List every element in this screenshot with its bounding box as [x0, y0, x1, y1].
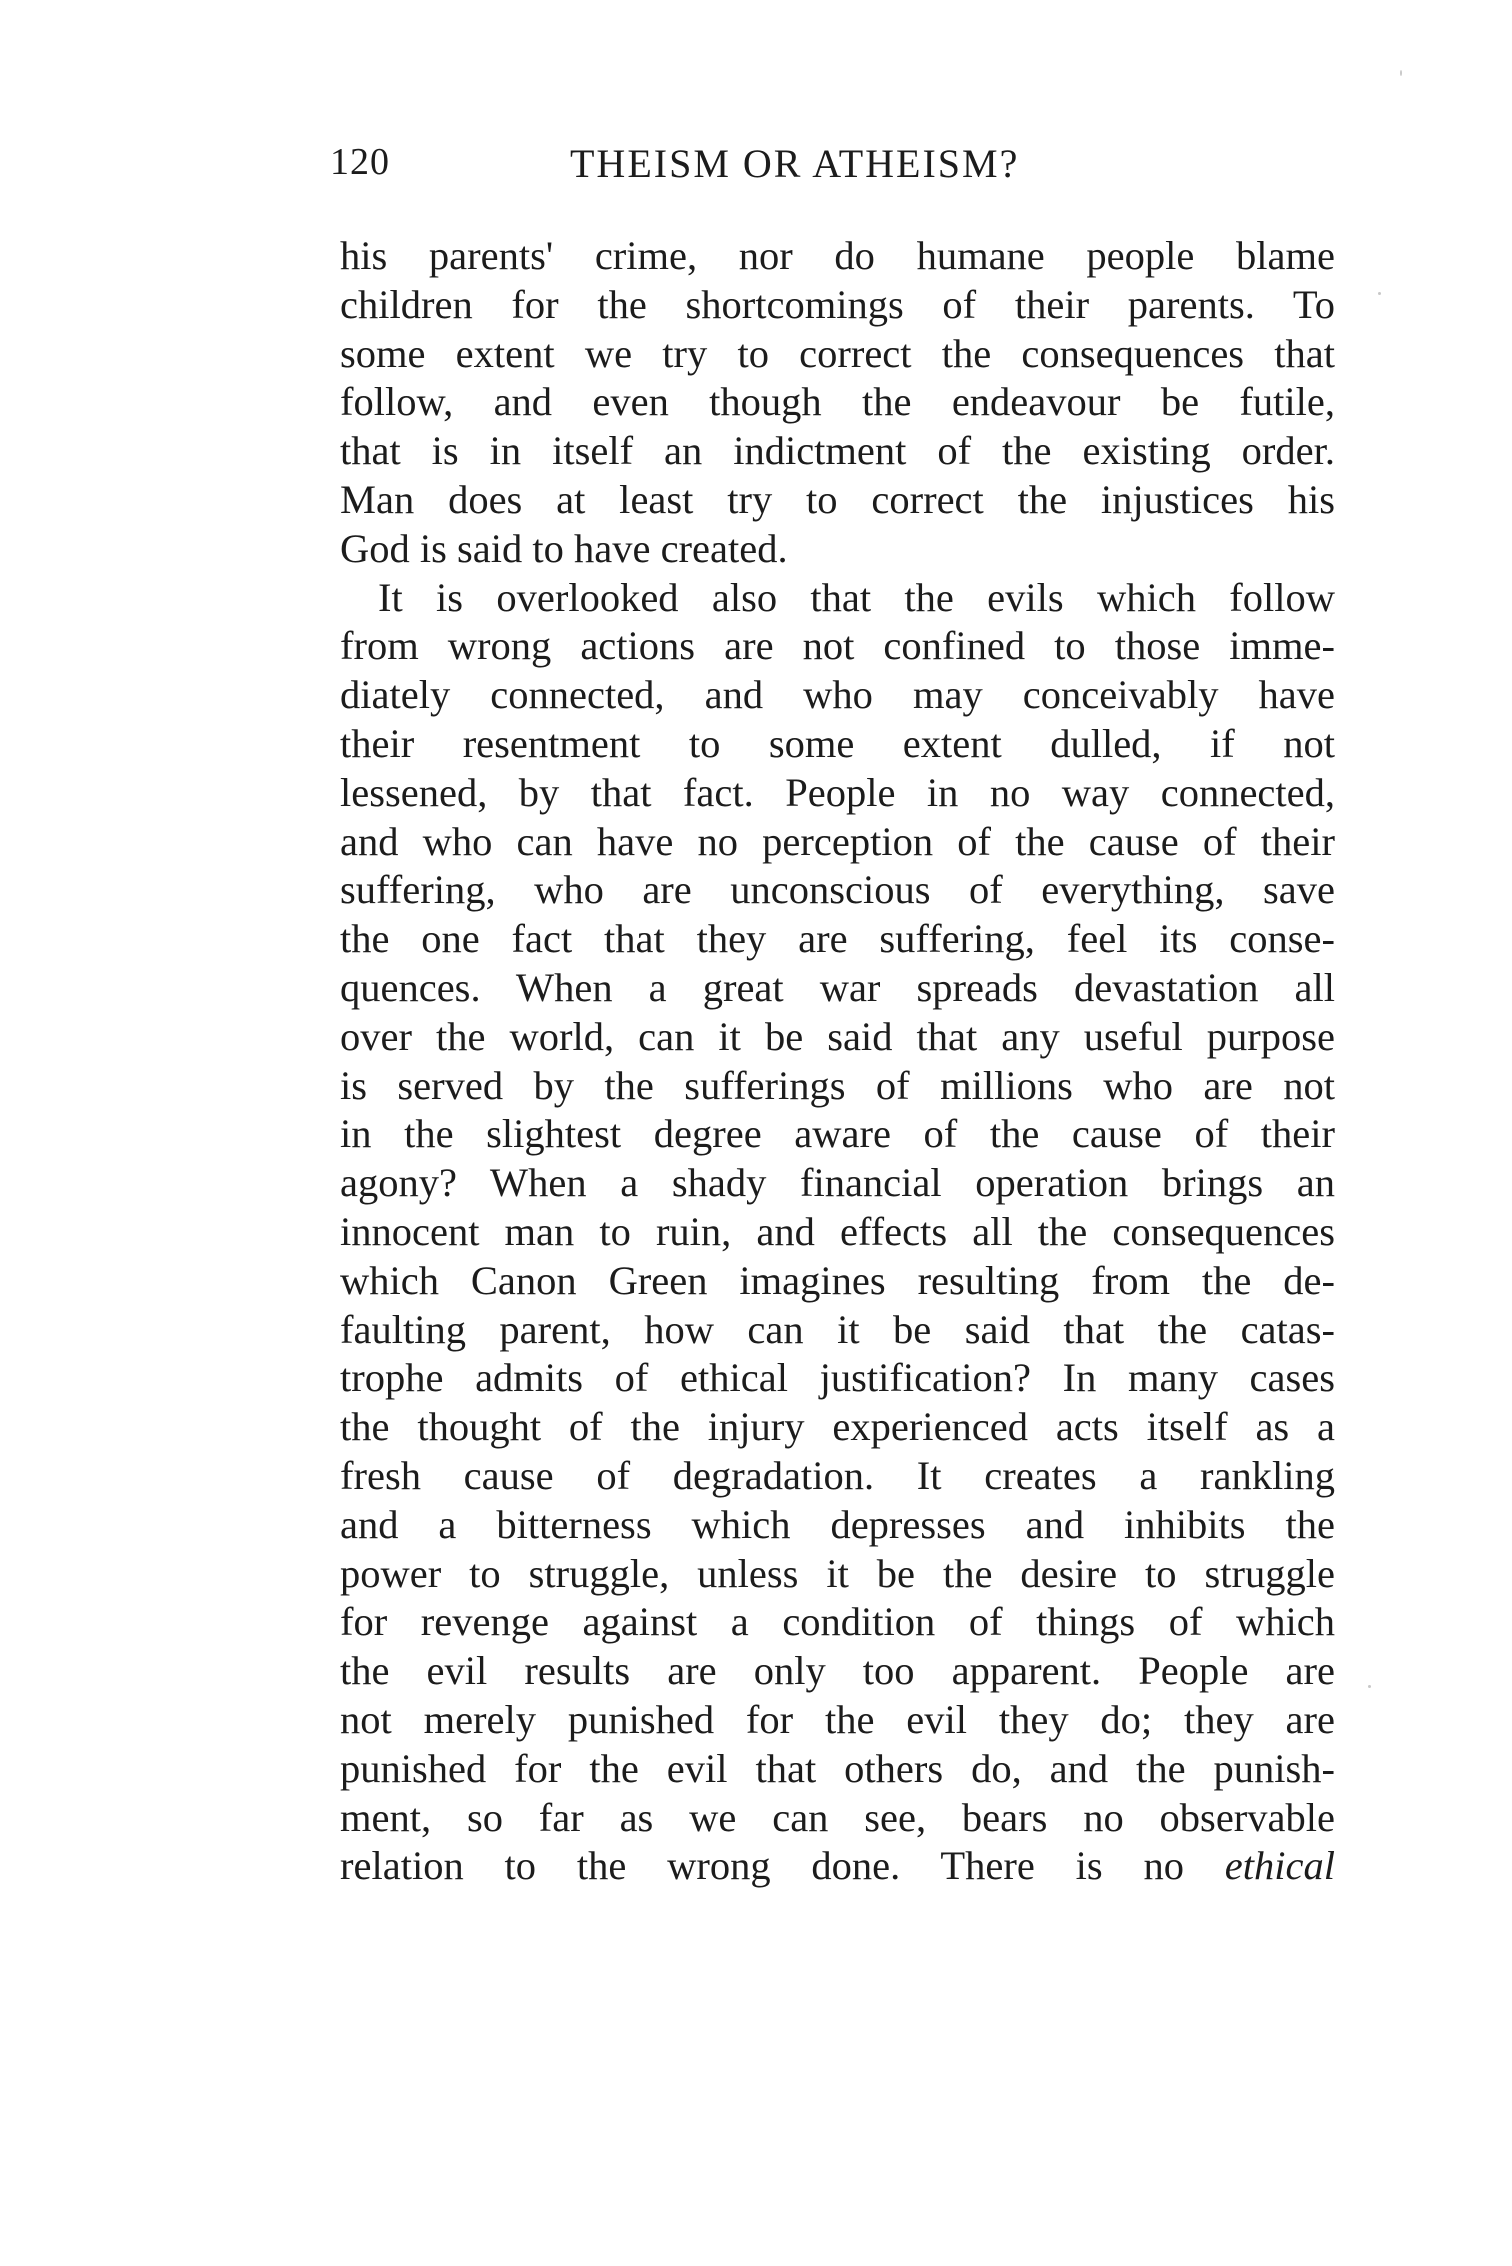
text-line: in the slightest degree aware of the cause of their: [340, 1111, 1335, 1157]
paragraph-1: [340, 232, 1335, 574]
text-line: agony? When a shady financial operation brings an: [340, 1160, 1335, 1206]
running-title: THEISM OR ATHEISM?: [570, 141, 1020, 186]
text-line: from wrong actions are not confined to those imme-: [340, 623, 1335, 669]
page-number: 120: [330, 141, 390, 183]
text-line: over the world, can it be said that any useful purpose: [340, 1013, 1335, 1059]
text-line: trophe admits of ethical justification? In many cases: [340, 1355, 1335, 1401]
text-line: is served by the sufferings of millions who are not: [340, 1062, 1335, 1108]
text-line: Man does at least try to correct the injustices his: [340, 476, 1335, 522]
text-line: suffering, who are unconscious of everything, save: [340, 867, 1335, 913]
body-text: [340, 232, 1335, 1891]
text-line: which Canon Green imagines resulting from the de-: [340, 1257, 1335, 1303]
final-line-text: relation to the wrong done. There is no: [340, 1843, 1184, 1889]
page-header: [330, 140, 1340, 200]
text-line: fresh cause of degradation. It creates a rankling: [340, 1452, 1335, 1498]
text-line: children for the shortcomings of their parents. To: [340, 281, 1335, 327]
text-line: It is overlooked also that the evils which follow: [378, 574, 1335, 620]
text-line: not merely punished for the evil they do; they are: [340, 1696, 1335, 1742]
text-line: that is in itself an indictment of the existing order.: [340, 428, 1335, 474]
text-line: and a bitterness which depresses and inhibits the: [340, 1501, 1335, 1547]
scan-speck: [1400, 70, 1402, 76]
text-line: some extent we try to correct the consequences that: [340, 330, 1335, 376]
text-line: punished for the evil that others do, and the punish-: [340, 1745, 1335, 1791]
text-line: lessened, by that fact. People in no way connected,: [340, 769, 1335, 815]
text-line: the thought of the injury experienced acts itself as a: [340, 1404, 1335, 1450]
scan-speck: [1368, 1685, 1371, 1688]
text-line: diately connected, and who may conceivably have: [340, 672, 1335, 718]
text-line: God is said to have created.: [340, 525, 788, 571]
text-line: ment, so far as we can see, bears no observable: [340, 1794, 1335, 1840]
text-line: innocent man to ruin, and effects all the consequences: [340, 1208, 1335, 1254]
text-line: their resentment to some extent dulled, if not: [340, 720, 1335, 766]
text-line: follow, and even though the endeavour be futile,: [340, 379, 1335, 425]
text-line: his parents' crime, nor do humane people blame: [340, 233, 1335, 278]
text-line: the one fact that they are suffering, feel its conse-: [340, 916, 1335, 962]
text-line: the evil results are only too apparent. People are: [340, 1648, 1335, 1694]
text-line: and who can have no perception of the cause of their: [340, 818, 1335, 864]
text-line-final: [340, 1842, 1335, 1891]
text-line: quences. When a great war spreads devastation all: [340, 964, 1335, 1010]
text-line: power to struggle, unless it be the desire to struggle: [340, 1550, 1335, 1596]
text-line: faulting parent, how can it be said that the catas-: [340, 1306, 1335, 1352]
italic-word: ethical: [1224, 1843, 1335, 1889]
scan-speck: [1378, 292, 1381, 295]
text-line: for revenge against a condition of things of which: [340, 1599, 1335, 1645]
paragraph-2: [340, 574, 1335, 1892]
